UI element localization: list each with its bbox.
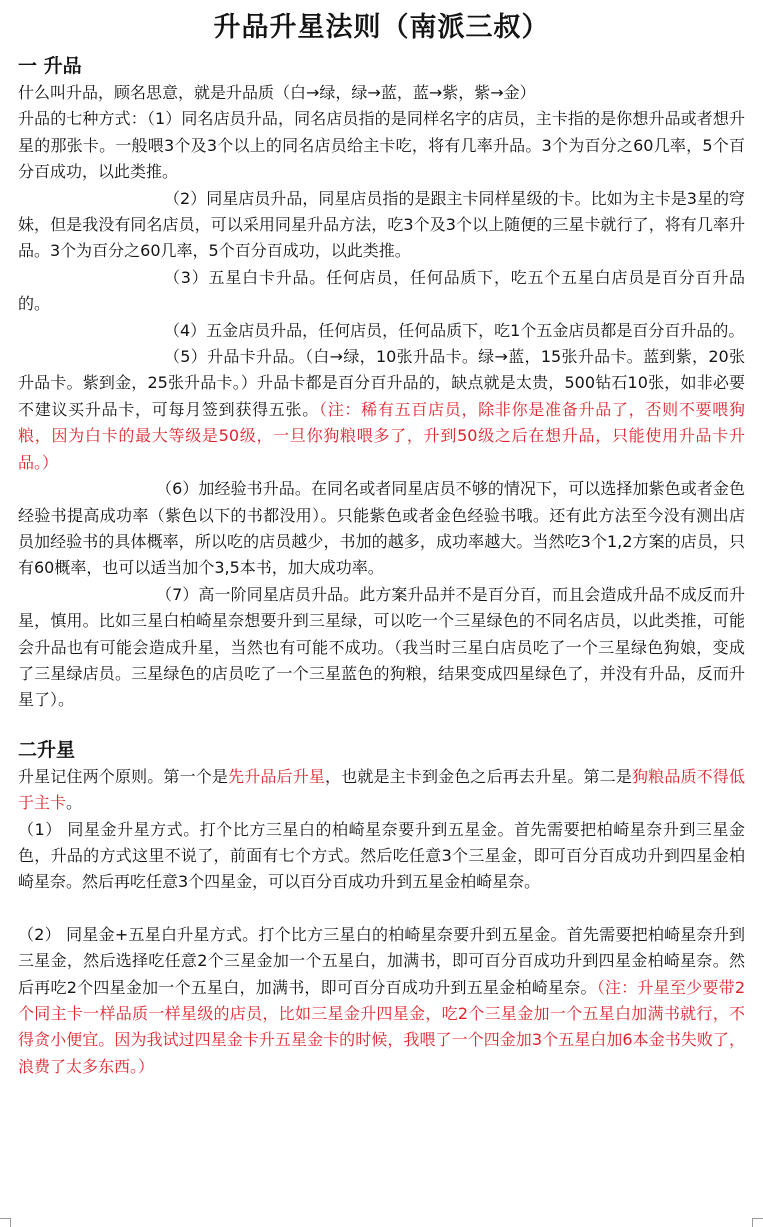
paragraph-text: ，也就是主卡到金色之后再去升星。第二是	[325, 766, 633, 786]
paragraph	[18, 764, 745, 817]
paragraph: （6）加经验书升品。在同名或者同星店员不够的情况下，可以选择加紫色或者金色经验书提高成功率（紫色以下的书都没用）。只能紫色或者金色经验书哦。还有此方法至今没有测出店员加经验书的具体概率，所以吃的店员越少，书加的越多，成功率越大。当然吃3个1,2方案的店员，只有60概率，也可以适当加个3,5本书，加大成功率。	[18, 479, 745, 578]
page-title: 升品升星法则（南派三叔）	[213, 12, 550, 43]
paragraph: （2）同星店员升品，同星店员指的是跟主卡同样星级的卡。比如为主卡是3星的穹妹，但是我没有同名店员，可以采用同星升品方法，吃3个及3个以上随便的三星卡就行了，将有几率升品。3个为百分之60几率，5个百分百成功，以此类推。	[18, 188, 745, 261]
section-upgrade-quality	[18, 52, 745, 714]
paragraph-text: 升星记住两个原则。第一个是	[18, 766, 229, 786]
paragraph: 什么叫升品，顾名思意，就是升品质（白→绿，绿→蓝，蓝→紫，紫→金）	[18, 83, 536, 102]
corner-mark-left	[0, 1218, 11, 1227]
paragraph: （7）高一阶同星店员升品。此方案升品并不是百分百，而且会造成升品不成反而升星，慎用。比如三星白柏崎星奈想要升到三星绿，可以吃一个三星绿色的不同名店员，以此类推，可能会升品也有可能会造成升星，当然也有可能不成功。（我当时三星白店员吃了一个三星绿色狗娘，变成了三星绿店员。三星绿色的店员吃了一个三星蓝色的狗粮，结果变成四星绿色了，并没有升品，反而升星了）。	[18, 584, 745, 710]
section-upgrade-stars	[18, 736, 745, 1080]
paragraph: 升品的七种方式：（1）同名店员升品，同名店员指的是同样名字的店员，主卡指的是你想升品或者想升星的那张卡。一般喂3个及3个以上的同名店员给主卡吃，将有几率升品。3个为百分之60几率，5个百分百成功，以此类推。	[18, 109, 745, 182]
paragraph-text: （5）升品卡升品。（白→绿，10张升品卡。绿→蓝，15张升品卡。蓝到紫，20张升品卡。紫到金，25张升品卡。）升品卡都是百分百升品的，缺点就是太贵，500钻石10张，如非必要不建议买升品卡，可每月签到获得五张。	[18, 347, 745, 419]
section-heading: 二升星	[18, 738, 76, 761]
spacer	[18, 714, 745, 736]
paragraph	[18, 344, 745, 476]
red-note: （注：稀有五百店员，除非你是准备升品了，否则不要喂狗粮，因为白卡的最大等级是50级，一旦你狗粮喂多了，升到50级之后在想升品，只能使用升品卡升品。）	[18, 399, 745, 472]
paragraph-text: 。	[66, 793, 83, 813]
paragraph: （1） 同星金升星方式。打个比方三星白的柏崎星奈要升到五星金。首先需要把柏崎星奈升到三星金色，升品的方式这里不说了，前面有七个方式。然后吃任意3个三星金，即可百分百成功升到四星金柏崎星奈。然后再吃任意3个四星金，可以百分百成功升到五星金柏崎星奈。	[18, 819, 745, 892]
paragraph: （4）五金店员升品，任何店员，任何品质下，吃1个五金店员都是百分百升品的。	[164, 320, 745, 340]
spacer	[18, 896, 745, 922]
red-highlight: 狗粮品质不得低于主卡	[18, 766, 745, 813]
section-heading: 一 升品	[18, 55, 82, 77]
paragraph-text: （2） 同星金+五星白升星方式。打个比方三星白的柏崎星奈要升到五星金。首先需要把柏崎星奈升到三星金，然后选择吃任意2个三星金加一个五星白，加满书，即可百分百成功升到四星金柏崎星奈。然后再吃2个四星金加一个五星白，加满书，即可百分百成功升到五星金柏崎星奈。	[18, 924, 745, 997]
red-note: （注：升星至少要带2个同主卡一样品质一样星级的店员，比如三星金升四星金，吃2个三星金加一个五星白加满书就行，不得贪小便宜。因为我试过四星金卡升五星金卡的时候，我喂了一个四金加3个五星白加6本金书失败了，浪费了太多东西。）	[18, 977, 745, 1076]
corner-mark-right	[752, 1218, 763, 1227]
paragraph	[18, 922, 745, 1080]
red-highlight: 先升品后升星	[228, 766, 326, 786]
paragraph: （3）五星白卡升品。任何店员，任何品质下，吃五个五星白店员是百分百升品的。	[18, 267, 745, 314]
